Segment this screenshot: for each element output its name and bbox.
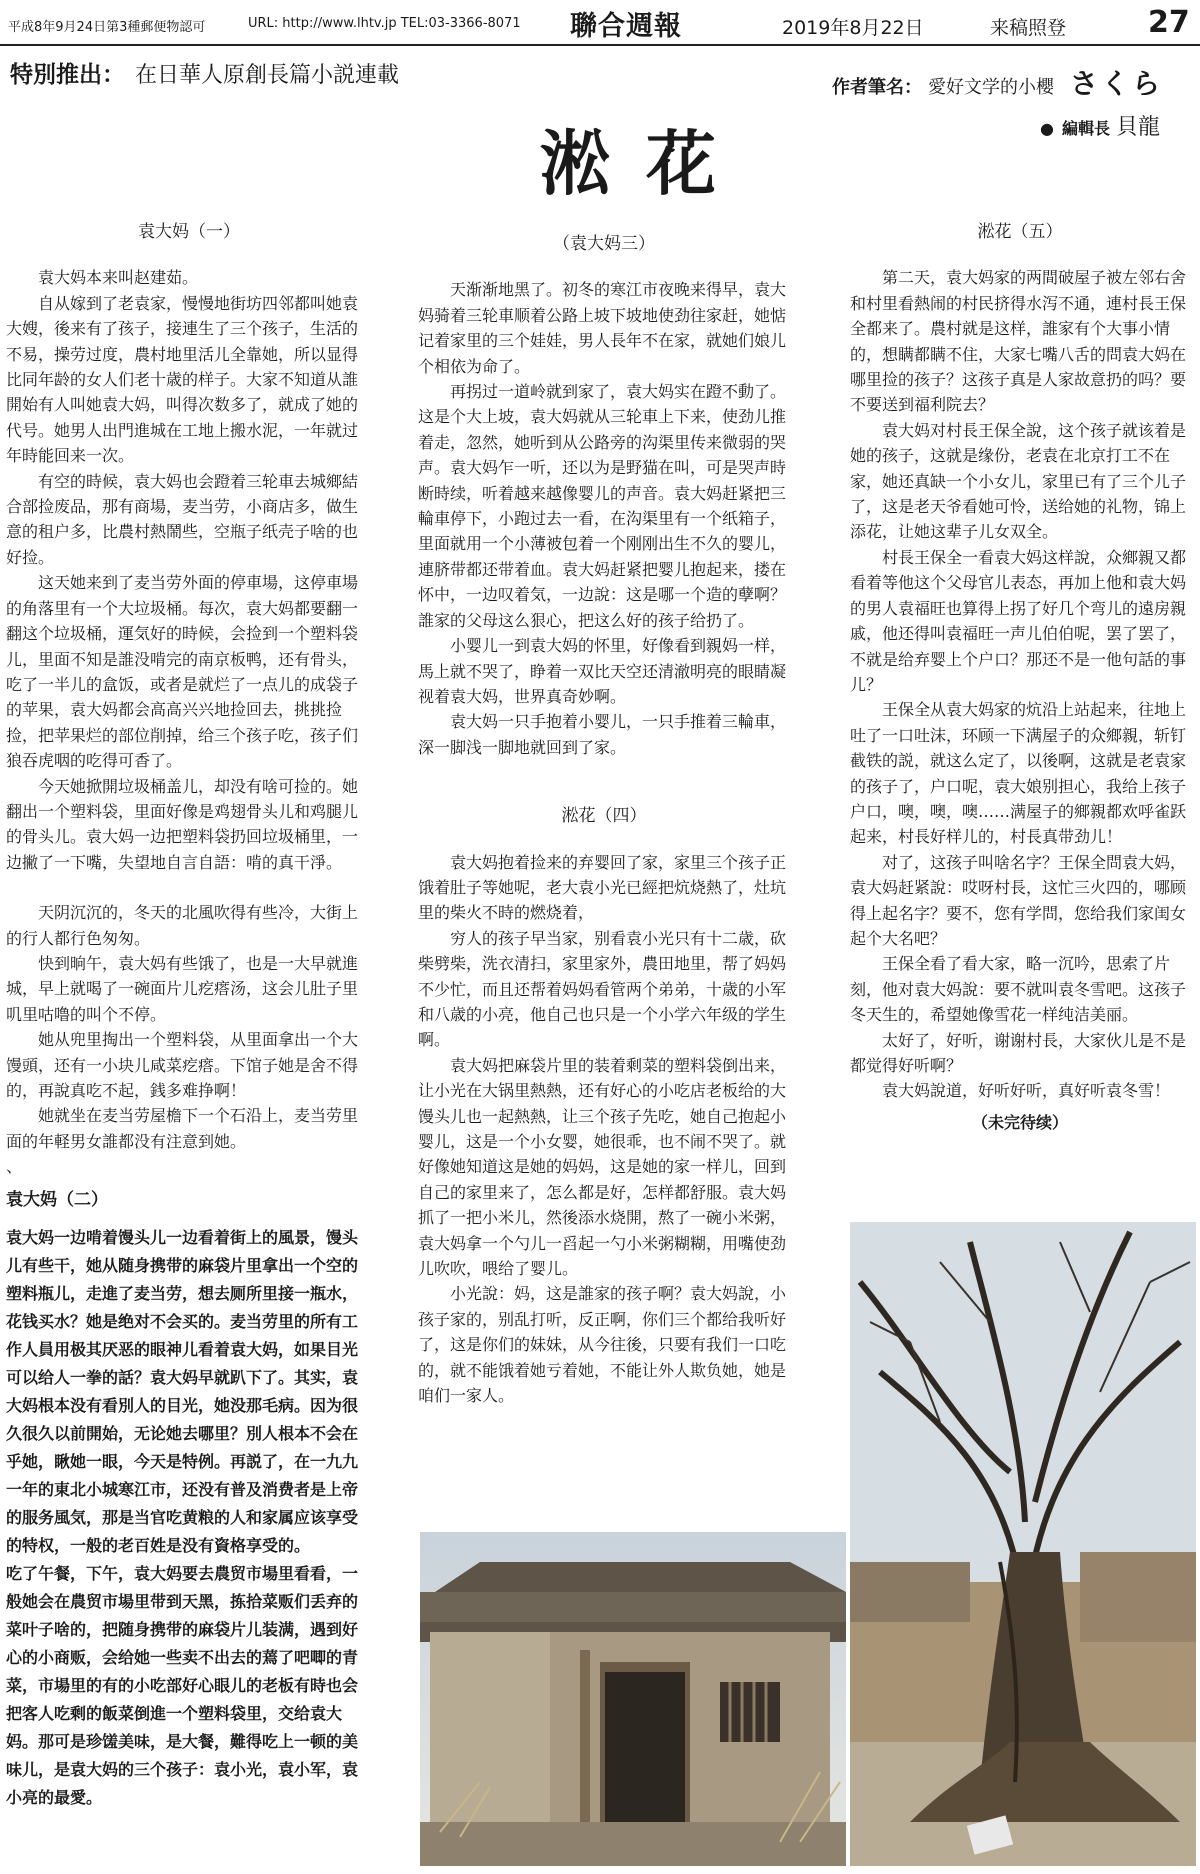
paragraph: 她就坐在麦当劳屋檐下一个石沿上，麦当劳里面的年軽男女誰都没有注意到她。 [6, 1106, 359, 1151]
section-title: 淞花（四） [561, 806, 647, 827]
paragraph: 再拐过一道岭就到家了，袁大妈实在蹬不動了。这是个大上坡，袁大妈就从三轮車上下来，使劲儿推着走，忽然，她听到从公路旁的沟渠里传来微弱的哭声。袁大妈乍一听，还以为是野猫在叫，可是哭声時断時续，听着越来越像婴儿的声音。袁大妈赶紧把三輪車停下，小跑过去一看，在沟渠里有一个纸箱子，里面就用一个小薄被包着一个刚刚出生不久的婴儿，連脐带都还带着血。袁大妈赶紧把婴儿抱起来，搂在怀中，一边叹着気，一边說：这是哪一个造的孽啊？誰家的父母这么狠心，把这么好的孩子给扔了。 [418, 382, 787, 630]
paragraph: 袁大妈一只手抱着小婴儿，一只手推着三輪車，深一脚浅一脚地就回到了家。 [418, 712, 787, 757]
section-5-body [850, 265, 1190, 1103]
feature-banner [10, 56, 399, 89]
paragraph: 自从嫁到了老袁家，慢慢地街坊四邻都叫她袁大嫂，後来有了孩子，接連生了三个孩子，生活的不易，操劳过度，農村地里活儿全靠她，所以显得比同年龄的女人们老十歳的样子。大家不知道从誰開始有人叫她袁大妈，叫得次数多了，就成了她的代号。她男人出門進城在工地上搬水泥，一年就过年時能回来一次。 [6, 293, 359, 466]
postal-permit: 平成8年9月24日第3種郵便物認可 [8, 20, 206, 35]
paragraph: 对了，这孩子叫啥名字？王保全問袁大妈，袁大妈赶紧說：哎呀村長，这忙三火四的，哪顾得上起名字？要不，您有学問，您给我们家闺女起个大名吧？ [850, 852, 1187, 948]
section-label: 来稿照登 [990, 17, 1067, 39]
section-1b-body [6, 900, 372, 1154]
feature-subtitle: 在日華人原創長篇小説連載 [135, 63, 400, 88]
bullet-icon: ● [1040, 119, 1054, 138]
paragraph: 袁大妈对村長王保全說，这个孩子就该着是她的孩子，这就是缘份，老袁在北京打工不在家，她还真缺一个小女儿，家里已有了三个儿子了，这是老天爷看她可怜，送给她的礼物，锦上添花，让她这辈子儿女双全。 [850, 420, 1187, 542]
paragraph: 第二天，袁大妈家的两間破屋子被左邻右舍和村里看熱闹的村民挤得水泻不通，連村長王保全都来了。農村就是这样，誰家有个大事小情的，想瞒都瞒不住，大家七嘴八舌的問袁大妈在哪里捡的孩子？这孩子真是人家故意扔的吗？要不要送到福利院去？ [850, 268, 1187, 415]
old-tree-photo [850, 1222, 1196, 1866]
author-name: 愛好文学的小櫻 [928, 77, 1054, 98]
story-title: 淞花 [540, 122, 752, 205]
author-line [832, 62, 1163, 102]
column-1 [6, 220, 372, 1812]
paragraph: 袁大妈把麻袋片里的装着剩菜的塑料袋倒出来，让小光在大锅里熱熱，还有好心的小吃店老板给的大馒头儿也一起熱熱，让三个孩子先吃，她自己抱起小婴儿，这是一个小女婴，她很乖，也不闹不哭了。就好像她知道这是她的妈妈，这是她的家一样儿，回到自己的家里来了，怎么都是好，怎样都舒服。袁大妈抓了一把小米儿，然後添水烧開，熬了一碗小米粥，袁大妈拿一个勺儿一舀起一勺小米粥糊糊，用嘴使劲儿吹吹，喂给了婴儿。 [418, 1055, 787, 1279]
paragraph: 穷人的孩子早当家，别看袁小光只有十二歳，砍柴劈柴，洗衣清扫，家里家外，農田地里，帮了妈妈不少忙，而且还帮着妈妈看管两个弟弟，十歳的小军和八歳的小亮，他自己也只是一个小学六年级的学生啊。 [418, 928, 787, 1050]
issue-date: 2019年8月22日 [782, 17, 924, 39]
paragraph: 王保全从袁大妈家的炕沿上站起来，往地上吐了一口吐沫，环顾一下满屋子的众鄉親，斩钉截铁的説，就这么定了，以後啊，这就是老袁家的孩子了，户口呢，袁大娘别担心，我给上孩子户口，噢，噢，噢……满屋子的鄉親都欢呼雀跃起来，村長好样儿的，村長真带劲儿！ [850, 700, 1187, 847]
section-title: （袁大妈三） [553, 234, 655, 254]
paragraph: 小婴儿一到袁大妈的怀里，好像看到親妈一样，馬上就不哭了，睁着一双比天空还清澈明亮的眼睛凝视着袁大妈，世界真奇妙啊。 [418, 636, 787, 706]
section-title: 淞花（五） [977, 222, 1063, 242]
column-2 [418, 232, 790, 1408]
section-title: 袁大妈（二） [6, 1190, 108, 1211]
author-label: 作者筆名： [832, 77, 922, 98]
paragraph: 天渐渐地黑了。初冬的寒江市夜晚来得早，袁大妈骑着三轮車顺着公路上坡下坡地使劲往家赶，她惦记着家里的三个娃娃，男人長年不在家，就她们娘儿个相依为命了。 [418, 280, 787, 376]
paragraph: 她从兜里掏出一个塑料袋，从里面拿出一个大馒頭，还有一小块儿咸菜疙瘩。下馆子她是舍不得的，再說真吃不起，銭多难挣啊！ [6, 1030, 359, 1100]
to-be-continued: （未完待续） [971, 1112, 1068, 1132]
paragraph: 这天她来到了麦当劳外面的停車場，这停車場的角落里有一个大垃圾桶。每次，袁大妈都要翻一翻这个垃圾桶，運気好的時候，会捡到一个塑料袋儿，里面不知是誰没啃完的南京板鸭，还有骨头，吃了一半儿的盒饭，或者是就烂了一点儿的成袋子的苹果，袁大妈都会高高兴兴地捡回去，挑挑捡捡，把苹果烂的部位削掉，给三个孩子吃，孩子们狼吞虎咽的吃得可香了。 [6, 573, 359, 771]
contact-info: URL: http://www.lhtv.jp TEL:03-3366-8071 [248, 16, 521, 31]
editor-label: 編輯長 [1061, 119, 1110, 138]
masthead: 聯合週報 [570, 11, 682, 42]
page-number: 27 [1148, 5, 1190, 40]
paragraph: 袁大妈一边啃着馒头儿一边看着街上的風景，馒头儿有些干，她从随身携带的麻袋片里拿出一个空的塑料瓶儿，走進了麦当劳，想去厕所里接一瓶水，花钱买水？她是绝对不会买的。麦当劳里的所有工作人員用极其厌恶的眼神儿看着袁大妈，如果目光可以给人一拳的話？袁大妈早就趴下了。其实，袁大妈根本没有看別人的目光，她没那毛病。因为很久很久以前開始，无论她去哪里？別人根本不会在乎她，瞅她一眼，今天是特例。再説了，在一九九一年的東北小城寒江市，还没有普及消费者是上帝的服务風気，那是当官吃黄粮的人和家属应该享受的特权，一般的老百姓是没有資格享受的。 [6, 1227, 359, 1555]
section-2-body [6, 1224, 372, 1812]
author-kana: さくら [1070, 67, 1164, 100]
newspaper-header [0, 0, 1200, 46]
paragraph: 吃了午餐，下午，袁大妈要去農贸市場里看看，一般她会在農贸市場里带到天黑，拣拾菜贩们丢弃的菜叶子啥的，把随身携带的麻袋片儿装满，遇到好心的小商贩，会给她一些卖不出去的蔫了吧唧的青菜，市場里的有的小吃部好心眼儿的老板有時也会把客人吃剩的飯菜倒進一个塑料袋里，交给袁大妈。那可是珍馐美味，是大餐，難得吃上一顿的美味儿，是袁大妈的三个孩子：袁小光，袁小军，袁小亮的最愛。 [6, 1563, 359, 1807]
paragraph: 今天她掀開垃圾桶盖儿，却没有啥可捡的。她翻出一个塑料袋，里面好像是鸡翅骨头儿和鸡腿儿的骨头儿。袁大妈一边把塑料袋扔回垃圾桶里，一边撇了一下嘴，失望地自言自語：啃的真干淨。 [6, 776, 359, 872]
section-4-body [418, 850, 790, 1409]
farmhouse-photo [420, 1532, 846, 1866]
feature-label: 特別推出： [10, 62, 125, 88]
paragraph: 袁大妈說道，好听好听，真好听袁冬雪！ [882, 1081, 1171, 1101]
paragraph: 王保全看了看大家，略一沉吟，思索了片刻，他对袁大妈說：要不就叫袁冬雪吧。这孩子冬天生的，希望她像雪花一样纯洁美丽。 [850, 954, 1187, 1025]
paragraph: 村長王保全一看袁大妈这样說，众鄉親又都看着等他这个父母官儿表态，再加上他和袁大妈的男人袁福旺也算得上拐了好几个弯儿的遠房親戚，他还得叫袁福旺一声儿伯伯呢，罢了罢了，不就是给弃婴上个户口？那还不是一他句話的事儿？ [850, 547, 1187, 694]
paragraph: 小光說：妈，这是誰家的孩子啊？袁大妈說，小孩子家的，别乱打听，反正啊，你们三个都给我听好了，这是你们的妹妹，从今往後，只要有我们一口吃的，就不能饿着她亏着她，不能让外人欺负她，她是咱们一家人。 [418, 1284, 787, 1406]
paragraph: 袁大妈本来叫赵建茹。 [38, 268, 199, 288]
paragraph: 天阴沉沉的，冬天的北風吹得有些冷，大街上的行人都行色匆匆。 [6, 903, 359, 948]
editor-line [1040, 110, 1160, 141]
editor-name: 貝龍 [1115, 115, 1160, 140]
paragraph: 袁大妈抱着捡来的弃婴回了家，家里三个孩子正饿着肚子等她呢，老大袁小光已經把炕烧熱了，灶坑里的柴火不時的燃烧着， [418, 852, 787, 923]
stray-mark: 、 [6, 1157, 23, 1177]
paragraph: 太好了，好听，谢谢村長，大家伙儿是不是都觉得好听啊？ [850, 1030, 1187, 1075]
section-3-body [418, 277, 790, 760]
section-1-body [6, 265, 372, 875]
paragraph: 快到晌午，袁大妈有些饿了，也是一大早就進城，早上就喝了一碗面片儿疙瘩汤，这会儿肚子里叽里咕噜的叫个不停。 [6, 953, 359, 1024]
column-3 [850, 220, 1190, 1135]
paragraph: 有空的時候，袁大妈也会蹬着三轮車去城鄉結合部捡废品，那有商場，麦当劳，小商店多，做生意的租户多，比農村熱鬧些，空瓶子纸壳子啥的也好捡。 [6, 471, 359, 567]
section-title: 袁大妈（一） [138, 222, 240, 242]
